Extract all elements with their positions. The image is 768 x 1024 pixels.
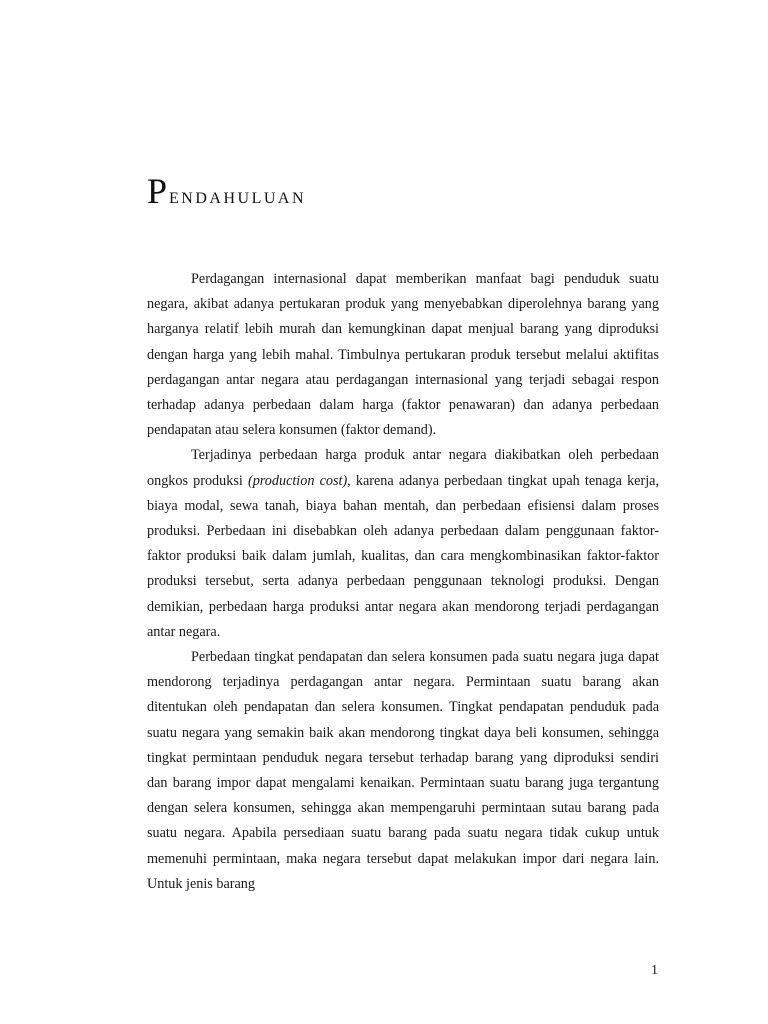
page-number: 1 [651,963,658,978]
paragraph-2-emphasis: (production cost), [247,472,351,489]
paragraph-1 [147,267,659,443]
paragraph-2-text-start: Terjadinya perbedaan harga produk antar negara diakibatkan oleh perbedaan ongkos produksi [147,447,659,489]
body-text [147,267,659,897]
paragraph-2 [147,443,659,645]
chapter-title-initial: P [147,171,170,211]
paragraph-1-text: Perdagangan internasional dapat memberikan manfaat bagi penduduk suatu negara, akibat adanya pertukaran produk yang menyebabkan diperolehnya barang yang harganya relatif lebih murah dan kemungkinan dapat menjual barang yang diproduksi dengan harga yang lebih mahal. Timbulnya pertukaran produk tersebut melalui aktifitas perdagangan antar negara atau perdagangan internasional yang terjadi sebagai respon terhadap adanya perbedaan dalam harga (faktor penawaran) dan adanya perbedaan pendapatan atau selera konsumen (faktor demand). [147,271,659,439]
chapter-title-rest: ENDAHULUAN [169,190,307,207]
paragraph-3 [147,645,659,897]
chapter-title [147,170,306,212]
paragraph-2-text-end: karena adanya perbedaan tingkat upah tenaga kerja, biaya modal, sewa tanah, biaya bahan mentah, dan perbedaan efisiensi dalam proses produksi. Perbedaan ini disebabkan oleh adanya perbedaan dalam penggunaan faktor-faktor produksi baik dalam jumlah, kualitas, dan cara mengkombinasikan faktor-faktor produksi tersebut, serta adanya perbedaan penggunaan teknologi produksi. Dengan demikian, perbedaan harga produksi antar negara akan mendorong terjadi perdagangan antar negara. [147,472,659,640]
paragraph-3-text: Perbedaan tingkat pendapatan dan selera konsumen pada suatu negara juga dapat mendorong terjadinya perdagangan antar negara. Permintaan suatu barang akan ditentukan oleh pendapatan dan selera konsumen. Tingkat pendapatan penduduk pada suatu negara yang semakin baik akan mendorong tingkat daya beli konsumen, sehingga tingkat permintaan penduduk negara tersebut terhadap barang yang diproduksi sendiri dan barang impor dapat mengalami kenaikan. Permintaan suatu barang juga tergantung dengan selera konsumen, sehingga akan mempengaruhi permintaan sutau barang pada suatu negara. Apabila persediaan suatu barang pada suatu negara tidak cukup untuk memenuhi permintaan, maka negara tersebut dapat melakukan impor dari negara lain. Untuk jenis barang [147,649,659,892]
